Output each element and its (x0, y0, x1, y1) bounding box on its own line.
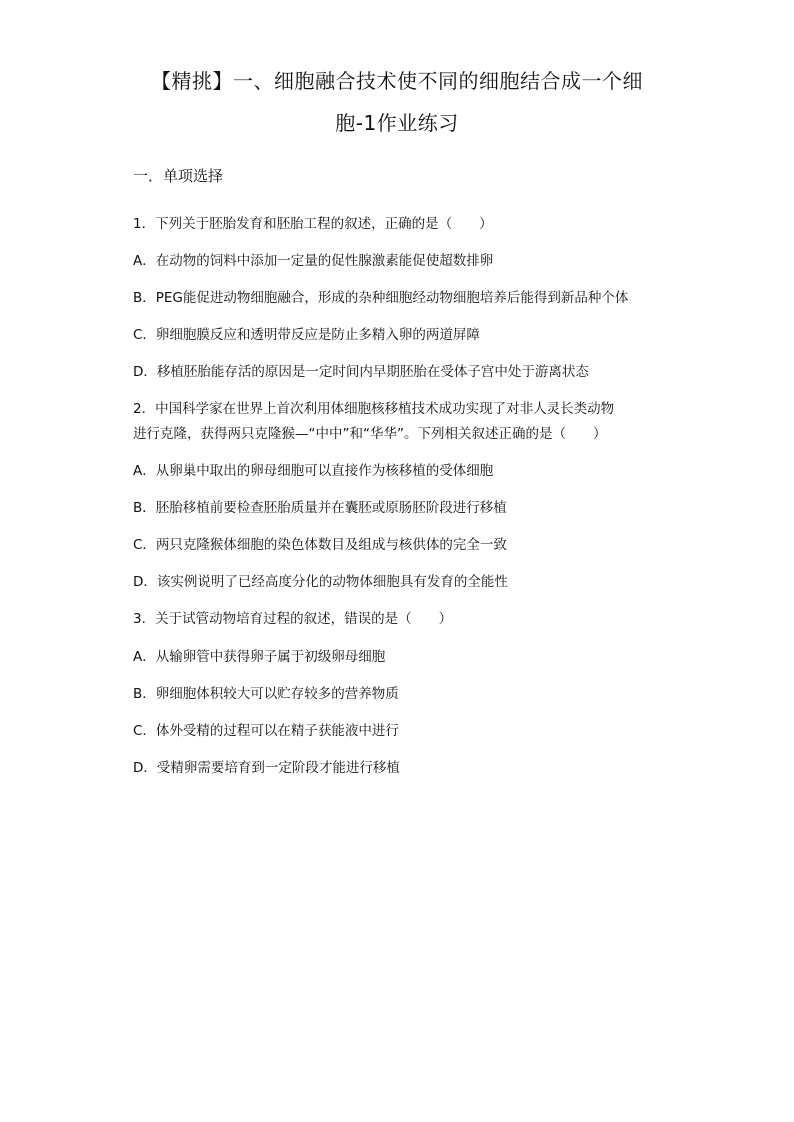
question-2-option-b: B．胚胎移植前要检查胚胎质量并在囊胚或原肠胚阶段进行移植 (133, 500, 507, 516)
question-1-option-b: B．PEG能促进动物细胞融合，形成的杂种细胞经动物细胞培养后能得到新品种个体 (133, 290, 629, 306)
question-1-option-d: D．移植胚胎能存活的原因是一定时间内早期胚胎在受体子宫中处于游离状态 (133, 364, 589, 380)
question-3-option-a: A．从输卵管中获得卵子属于初级卵母细胞 (133, 649, 386, 665)
question-2-stem-line-2: 进行克隆，获得两只克隆猴—“中中”和“华华”。下列相关叙述正确的是（ ） (133, 426, 607, 442)
question-2-stem-line-1: 2．中国科学家在世界上首次利用体细胞核移植技术成功实现了对非人灵长类动物 (133, 401, 615, 417)
question-1-stem: 1．下列关于胚胎发育和胚胎工程的叙述，正确的是（ ） (133, 216, 493, 232)
question-2-option-d: D．该实例说明了已经高度分化的动物体细胞具有发育的全能性 (133, 574, 508, 590)
document-title-line-2: 胞-1作业练习 (335, 111, 459, 135)
question-3-option-c: C．体外受精的过程可以在精子获能液中进行 (133, 723, 399, 739)
section-heading: 一．单项选择 (133, 167, 224, 185)
question-3-option-b: B．卵细胞体积较大可以贮存较多的营养物质 (133, 686, 399, 702)
question-3-option-d: D．受精卵需要培育到一定阶段才能进行移植 (133, 760, 400, 776)
question-3-stem: 3．关于试管动物培育过程的叙述，错误的是（ ） (133, 611, 453, 627)
question-2-option-c: C．两只克隆猴体细胞的染色体数目及组成与核供体的完全一致 (133, 537, 507, 553)
question-1-option-c: C．卵细胞膜反应和透明带反应是防止多精入卵的两道屏障 (133, 327, 480, 343)
question-2-option-a: A．从卵巢中取出的卵母细胞可以直接作为核移植的受体细胞 (133, 463, 494, 479)
question-1-option-a: A．在动物的饲料中添加一定量的促性腺激素能促使超数排卵 (133, 253, 494, 269)
document-title-line-1: 【精挑】一、细胞融合技术使不同的细胞结合成一个细 (151, 69, 643, 93)
